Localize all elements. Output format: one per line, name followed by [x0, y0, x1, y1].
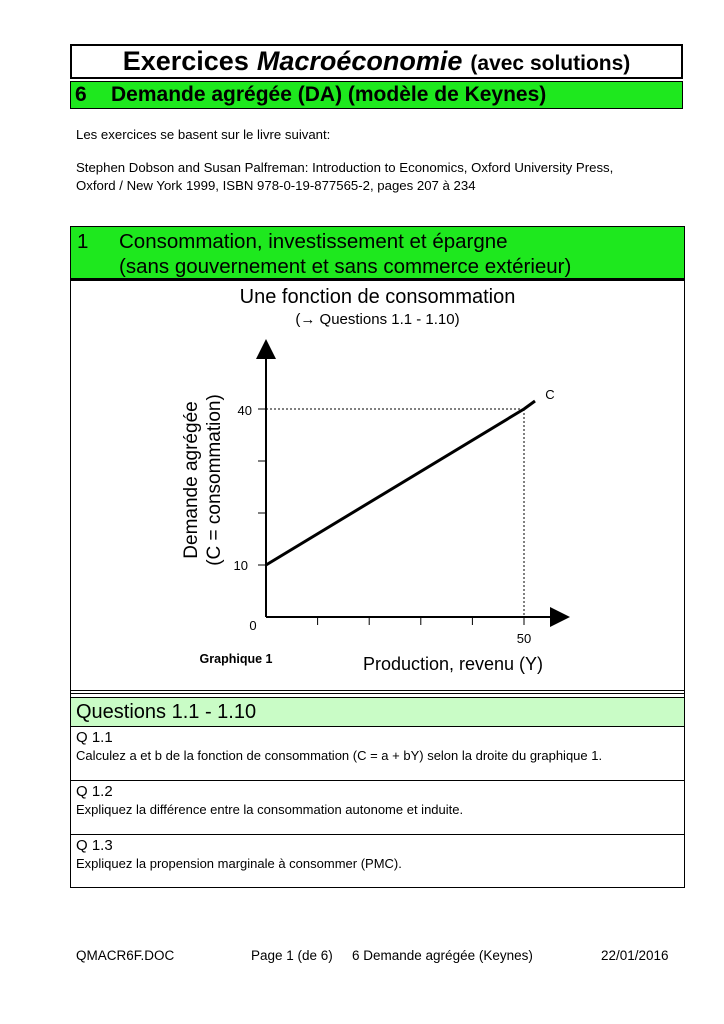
section-number: 1 — [77, 230, 89, 253]
y-axis-label-line-1: Demande agrégée — [181, 401, 202, 559]
title-main: Exercices — [122, 46, 249, 76]
question-item — [71, 783, 684, 818]
questions-heading: Questions 1.1 - 1.10 — [71, 697, 684, 727]
reference-line-1: Stephen Dobson and Susan Palfreman: Introduction to Economics, Oxford University Press, — [76, 160, 614, 175]
footer-chapter: 6 Demande agrégée (Keynes) — [352, 948, 533, 963]
title-subtitle: (avec solutions) — [470, 51, 631, 75]
section-divider-1 — [71, 690, 684, 691]
axis-ticks — [258, 409, 524, 625]
graph-title: Une fonction de consommation — [239, 286, 516, 308]
question-number: Q 1.2 — [76, 783, 113, 800]
section-divider-2 — [71, 693, 684, 694]
guide-lines — [266, 409, 524, 617]
chapter-number: 6 — [75, 83, 87, 106]
series-label-c: C — [545, 387, 555, 402]
section-title-line-2: (sans gouvernement et sans commerce extérieur) — [119, 255, 572, 278]
origin-label: 0 — [249, 618, 257, 633]
footer-filename: QMACR6F.DOC — [76, 948, 175, 963]
y-tick-label-10: 10 — [233, 558, 248, 573]
question-text: Expliquez la différence entre la consommation autonome et induite. — [76, 802, 464, 817]
reference-line-2: Oxford / New York 1999, ISBN 978-0-19-877565-2, pages 207 à 234 — [76, 178, 476, 193]
question-separator — [71, 834, 684, 835]
question-number: Q 1.3 — [76, 837, 113, 854]
graph-caption: Graphique 1 — [199, 652, 273, 666]
title-italic: Macroéconomie — [256, 46, 463, 76]
consumption-line-extension — [524, 401, 535, 409]
graph-subtitle: (→ Questions 1.1 - 1.10) — [295, 311, 460, 328]
series-group — [266, 401, 535, 565]
section-title-line-1: Consommation, investissement et épargne — [119, 230, 508, 253]
x-axis-label: Production, revenu (Y) — [362, 654, 544, 674]
intro-text: Les exercices se basent sur le livre suivant: — [76, 127, 331, 142]
footer-page: Page 1 (de 6) — [251, 948, 333, 963]
y-axis-label-line-2: (C = consommation) — [204, 394, 225, 566]
x-tick-label-50: 50 — [516, 631, 532, 646]
footer-date: 22/01/2016 — [601, 948, 669, 963]
question-item — [71, 837, 684, 872]
y-tick-label-40: 40 — [237, 403, 252, 418]
question-item — [71, 729, 684, 764]
question-text: Expliquez la propension marginale à consommer (PMC). — [76, 856, 402, 871]
question-number: Q 1.1 — [76, 729, 113, 746]
chapter-title: Demande agrégée (DA) (modèle de Keynes) — [111, 83, 547, 106]
question-separator — [71, 780, 684, 781]
consumption-line — [266, 409, 524, 565]
question-text: Calculez a et b de la fonction de consommation (C = a + bY) selon la droite du graphique 1. — [76, 748, 603, 763]
